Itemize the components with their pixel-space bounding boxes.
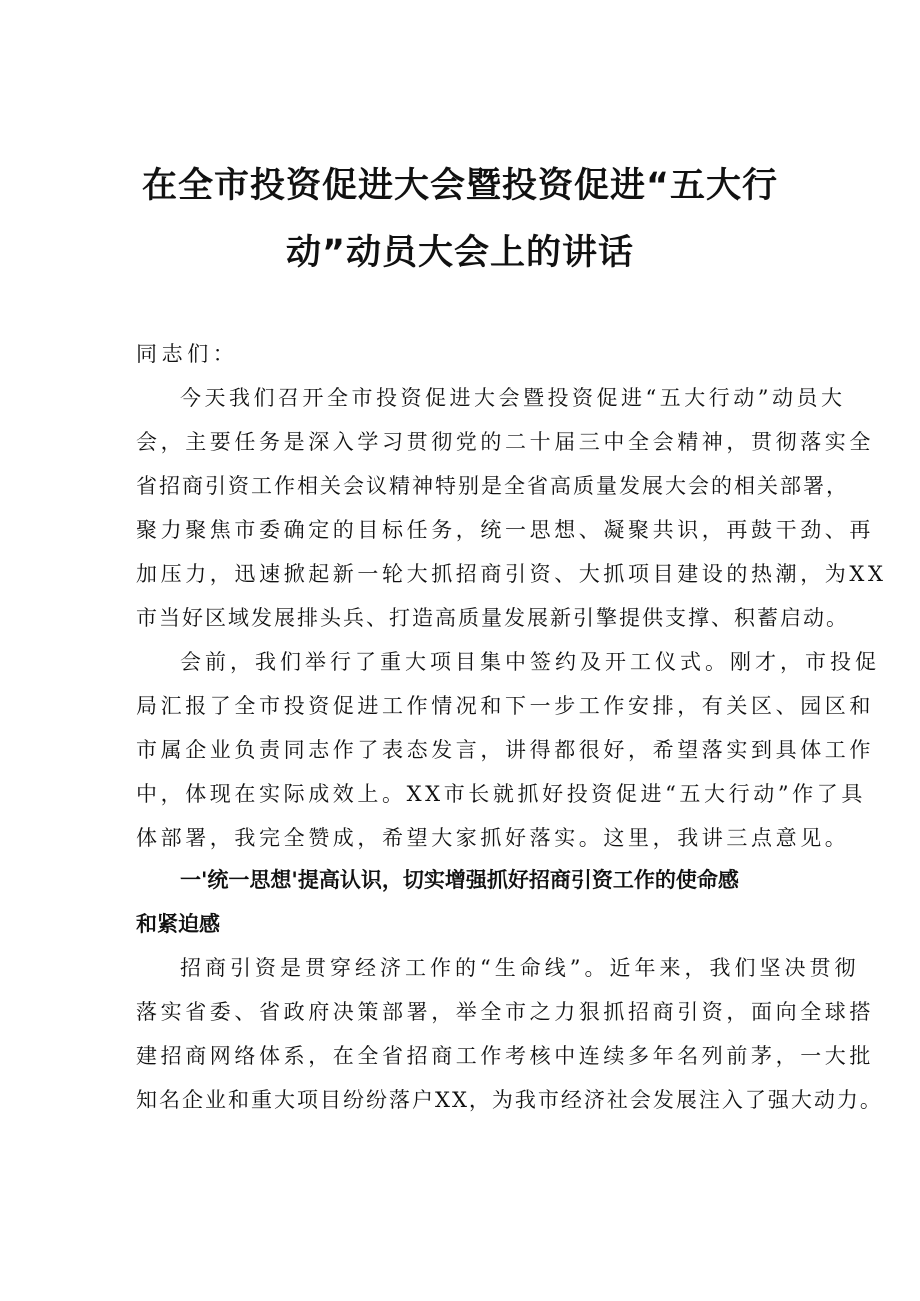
paragraph-3-line: 知名企业和重大项目纷纷落户XX，为我市经济社会发展注入了强大动力。 — [136, 1088, 883, 1112]
paragraph-1-line: 今天我们召开全市投资促进大会暨投资促进“五大行动”动员大 — [180, 386, 846, 410]
paragraph-2-line: 中，体现在实际成效上。XX市长就抓好投资促进“五大行动”作了具 — [136, 782, 866, 806]
paragraph-1-line: 省招商引资工作相关会议精神特别是全省高质量发展大会的相关部署， — [136, 474, 849, 498]
document-title-line-1: 在全市投资促进大会暨投资促进“五大行 — [141, 166, 778, 206]
paragraph-2-line: 局汇报了全市投资促进工作情况和下一步工作安排，有关区、园区和 — [136, 694, 874, 718]
paragraph-1-line: 聚力聚焦市委确定的目标任务，统一思想、凝聚共识，再鼓干劲、再 — [136, 518, 874, 542]
paragraph-3-line: 落实省委、省政府决策部署，举全市之力狠抓招商引资，面向全球搭 — [136, 1000, 874, 1024]
salutation: 同志们： — [136, 342, 239, 366]
paragraph-1-line: 市当好区域发展排头兵、打造高质量发展新引擎提供支撑、积蓄启动。 — [136, 606, 849, 630]
paragraph-2-line: 会前，我们举行了重大项目集中签约及开工仪式。刚才，市投促 — [180, 650, 880, 674]
paragraph-2-line: 市属企业负责同志作了表态发言，讲得都很好，希望落实到具体工作 — [136, 738, 874, 762]
document-title-line-2: 动”动员大会上的讲话 — [285, 233, 634, 273]
paragraph-1-line: 会，主要任务是深入学习贯彻党的二十届三中全会精神，贯彻落实全 — [136, 430, 874, 454]
paragraph-3-line: 建招商网络体系，在全省招商工作考核中连续多年名列前茅，一大批 — [136, 1044, 874, 1068]
paragraph-1-line: 加压力，迅速掀起新一轮大抓招商引资、大抓项目建设的热潮，为XX — [136, 562, 887, 586]
paragraph-3-line: 招商引资是贯穿经济工作的“生命线”。近年来，我们坚决贯彻 — [180, 956, 860, 980]
section-heading-line-2: 和紧迫感 — [136, 912, 220, 936]
section-heading-line-1: 一'统一思想'提高认识，切实增强抓好招商引资工作的使命感 — [180, 868, 739, 892]
paragraph-2-line: 体部署，我完全赞成，希望大家抓好落实。这里，我讲三点意见。 — [136, 826, 850, 850]
